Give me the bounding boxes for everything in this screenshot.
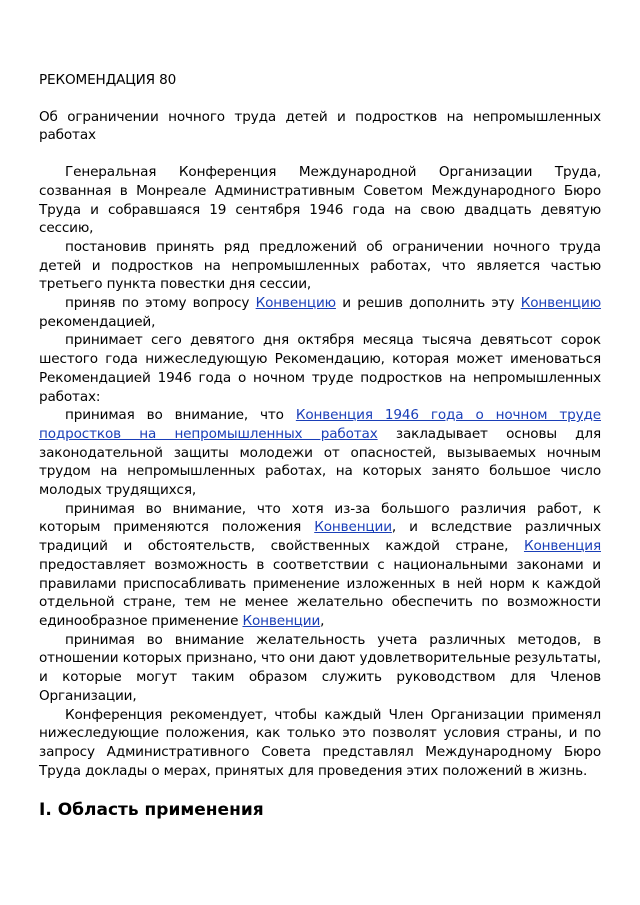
- paragraph-recommends: Конференция рекомендует, чтобы каждый Член Организации применял нижеследующие положения, как только это позволят условия страны, и по запросу Административного Совета представлял Международному Бюро Труда доклады о мерах, принятых для проведения этих положений в жизнь.: [39, 706, 601, 779]
- convention-link[interactable]: Конвенции: [242, 612, 321, 629]
- text-span: предоставляет возможность в соответствии с национальными законами и правилами приспосабливать применение изложенных в ней норм к каждой отдельной стране, тем не менее желательно обеспечить по возможности единообразное применение: [39, 556, 601, 629]
- paragraph-adopting: [39, 294, 601, 331]
- text-span: закладывает основы для законодательной защиты молодежи от опасностей, вызываемых ночным трудом на непромышленных работах, на которых занято большое число молодых трудящихся,: [39, 425, 601, 499]
- text-span: приняв по этому вопросу: [65, 295, 256, 312]
- recommendation-subtitle: Об ограничении ночного труда детей и подростков на непромышленных работах: [39, 108, 601, 144]
- paragraph-decided: постановив принять ряд предложений об ограничении ночного труда детей и подростков на непромышленных работах, что является частью третьего пункта повестки дня сессии,: [39, 238, 601, 293]
- text-span: принимая во внимание, что: [65, 407, 296, 424]
- convention-1946-link[interactable]: Конвенция 1946 года о ночном труде подростков на непромышленных работах: [39, 407, 601, 442]
- convention-link[interactable]: Конвенцию: [520, 295, 602, 312]
- convention-link[interactable]: Конвенции: [314, 519, 392, 536]
- paragraph-conference: Генеральная Конференция Международной Организации Труда, созванная в Монреале Административным Советом Международного Бюро Труда и собравшаяся 19 сентября 1946 года на свою двадцать девятую сессию,: [39, 164, 601, 237]
- text-span: принимая во внимание, что хотя из-за большого различия работ, к которым применяются положения: [39, 500, 601, 536]
- text-span: ,: [320, 612, 325, 629]
- section-heading: I. Область применения: [39, 800, 264, 820]
- paragraph-adopts: принимает сего девятого дня октября месяца тысяча девятьсот сорок шестого года нижеследующую Рекомендацию, которая может именоваться Рекомендацией 1946 года о ночном труде подростков на непромышленных работах:: [39, 332, 601, 405]
- paragraph-considering-diversity: [39, 500, 601, 631]
- paragraph-considering-methods: принимая во внимание желательность учета различных методов, в отношении которых признано, что они дают удовлетворительные результаты, и которые могут таким образом служить руководством для Членов Организации,: [39, 631, 601, 704]
- paragraph-considering-foundation: [39, 406, 601, 500]
- convention-link[interactable]: Конвенцию: [255, 295, 336, 312]
- recommendation-title: РЕКОМЕНДАЦИЯ 80: [39, 72, 177, 88]
- document-body: [39, 71, 601, 780]
- text-span: и решив дополнить эту: [335, 295, 521, 312]
- convention-link[interactable]: Конвенция: [523, 538, 601, 555]
- text-span: рекомендацией,: [39, 313, 156, 330]
- text-span: , и вследствие различных традиций и обстоятельств, свойственных каждой стране,: [39, 519, 601, 555]
